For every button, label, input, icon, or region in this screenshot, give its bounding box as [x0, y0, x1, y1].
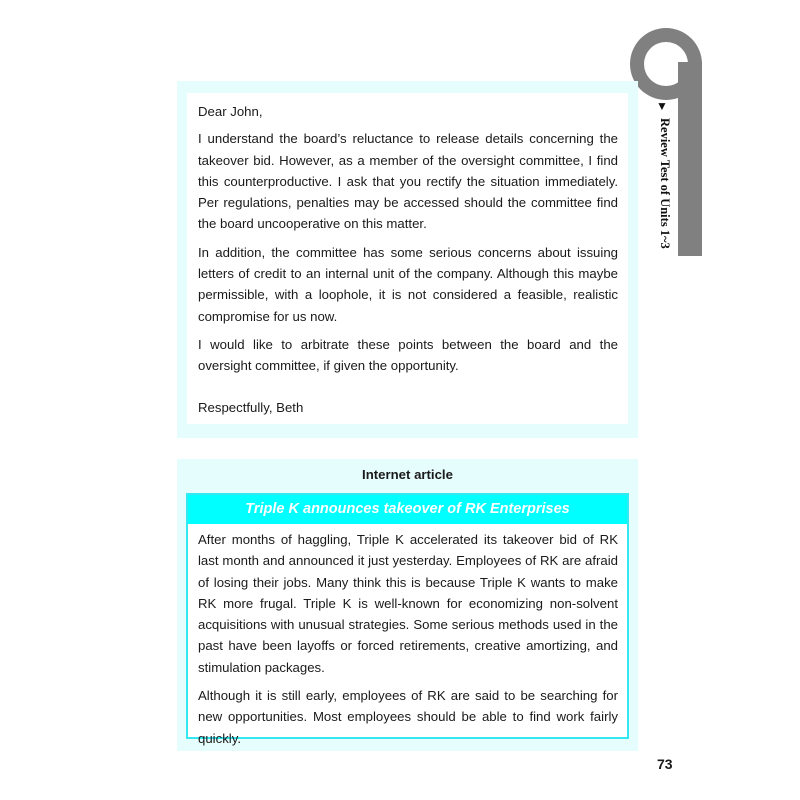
letter-closing: Respectfully, Beth [198, 399, 304, 415]
side-tab-bar [678, 62, 702, 256]
letter-paragraph: I would like to arbitrate these points between the board and the oversight committee, if given the opportunity. [198, 336, 618, 374]
letter-greeting: Dear John, [198, 104, 263, 119]
letter-box [177, 81, 638, 438]
article-paragraph: Although it is still early, employees of RK are said to be searching for new opportunities. Most employees should be able to find work fairly quickly. [198, 688, 618, 746]
page-number: 73 [657, 756, 673, 772]
letter-content [187, 93, 628, 424]
side-tab-label: Review Test of Units 1~3 [658, 118, 672, 249]
article-paragraph: After months of haggling, Triple K accelerated its takeover bid of RK last month and announced it just yesterday. Employees of RK are afraid of losing their jobs. Many think this is because Triple K wants to make RK more frugal. Triple K is well-known for economizing non-solvent acquisitions with unusual strategies. Some serious methods used in the past have been layoffs or forced retirements, creative amortizing, and stimulation packages. [198, 532, 618, 675]
article-card [186, 493, 629, 746]
letter-paragraph: I understand the board’s reluctance to release details concerning the takeover bid. However, as a member of the oversight committee, I find this counterproductive. I ask that you rectify the situation immediately. Per regulations, penalties may be accessed should the committee find the board uncooperative on this matter. [198, 131, 618, 232]
article-box [177, 459, 638, 751]
article-body [188, 524, 627, 749]
letter-paragraph: In addition, the committee has some serious concerns about issuing letters of credit to an internal unit of the company. Although this maybe permissible, with a loophole, it is not considered a feasible, realistic compromise for us now. [198, 244, 618, 324]
article-label: Internet article [362, 467, 453, 482]
triangle-down-icon: ▼ [656, 99, 668, 113]
article-headline: Triple K announces takeover of RK Enterprises [188, 495, 627, 524]
